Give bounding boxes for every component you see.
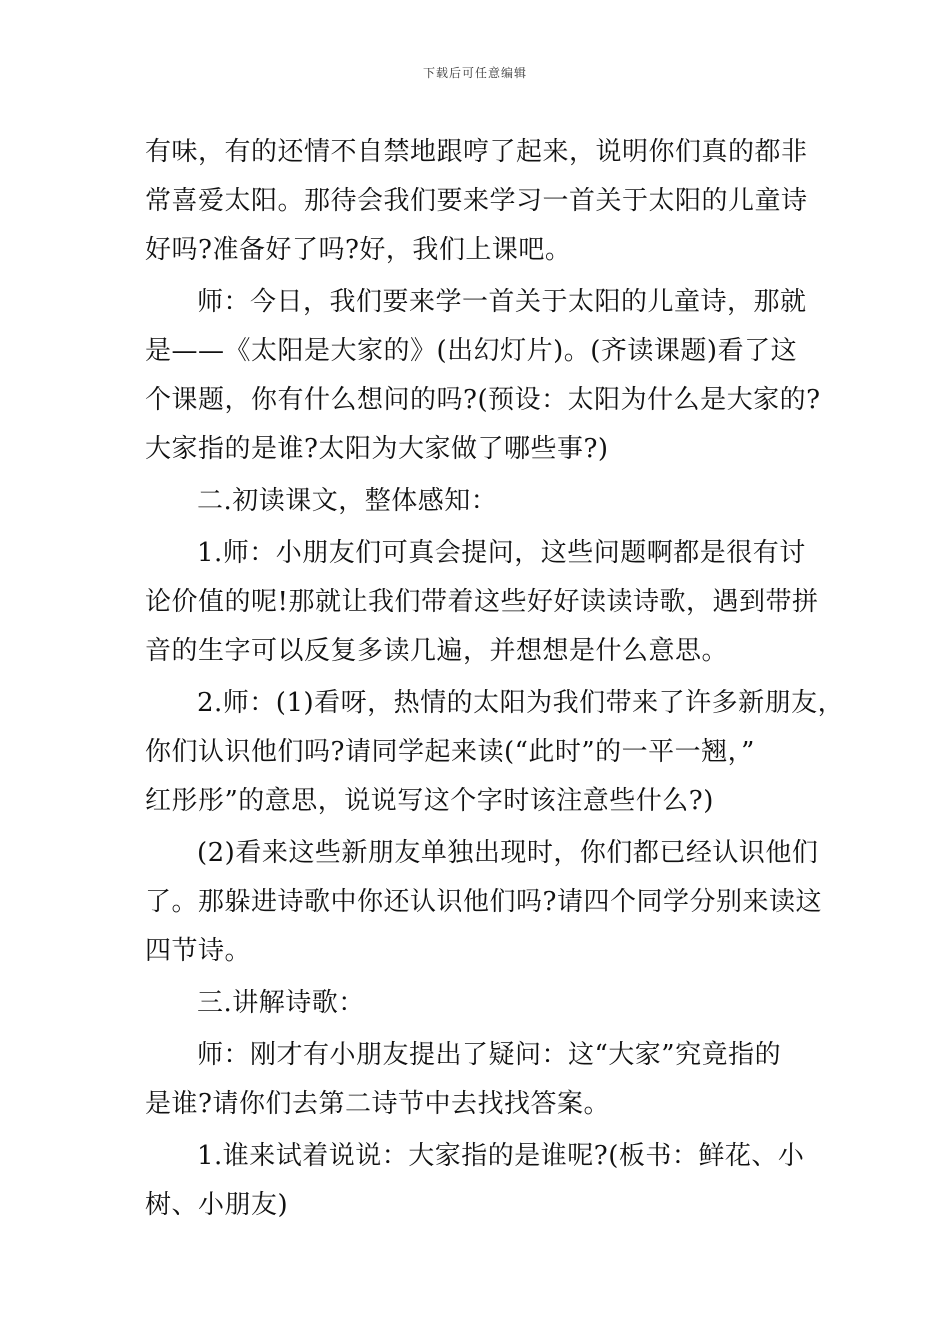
paragraph-line: 四节诗。 [145,936,252,966]
paragraph-line: 大家指的是谁?太阳为大家做了哪些事?) [145,434,609,464]
paragraph [145,128,835,275]
paragraph [145,1132,835,1230]
paragraph-line: 2.师：(1)看呀，热情的太阳为我们带来了许多新朋友， [197,688,845,718]
paragraph-line: 1.谁来试着说说：大家指的是谁呢?(板书：鲜花、小 [197,1141,805,1171]
paragraph-line: 是谁?请你们去第二诗节中去找找答案。 [145,1089,610,1119]
paragraph-line: 好吗?准备好了吗?好，我们上课吧。 [145,235,572,265]
paragraph-line: 个课题，你有什么想问的吗?(预设：太阳为什么是大家的? [145,385,821,415]
paragraph-line: 1.师：小朋友们可真会提问，这些问题啊都是很有讨 [197,538,806,568]
paragraph [145,477,835,526]
paragraph-line: 二.初读课文，整体感知： [197,486,498,516]
paragraph-line: 师：今日，我们要来学一首关于太阳的儿童诗，那就 [197,287,807,317]
paragraph-line: 红彤彤”的意思，说说写这个字时该注意些什么?) [145,786,714,816]
paragraph [145,679,845,826]
paragraph-line: 音的生字可以反复多读几遍，并想想是什么意思。 [145,636,729,666]
page-header: 下载后可任意编辑 [422,66,527,80]
paragraph-line: 常喜爱太阳。那待会我们要来学习一首关于太阳的儿童诗 [145,186,808,216]
paragraph-line: 你们认识他们吗?请同学起来读(“此时”的一平一翘，” [145,737,755,767]
paragraph-line: 是——《太阳是大家的》(出幻灯片)。(齐读课题)看了这 [145,336,798,366]
document-body [145,128,845,1233]
paragraph-line: 了。那躲进诗歌中你还认识他们吗?请四个同学分别来读这 [145,887,822,917]
paragraph-line: 师：刚才有小朋友提出了疑问：这“大家”究竟指的 [197,1040,782,1070]
paragraph-line: 论价值的呢!那就让我们带着这些好好读读诗歌，遇到带拼 [145,587,819,617]
paragraph-line: (2)看来这些新朋友单独出现时，你们都已经认识他们 [197,838,819,868]
paragraph [145,529,835,676]
paragraph [145,829,835,976]
paragraph [145,1031,835,1129]
paragraph [145,979,835,1028]
paragraph-line: 有味，有的还情不自禁地跟哼了起来，说明你们真的都非 [145,137,808,167]
paragraph-line: 树、小朋友) [145,1190,289,1220]
paragraph-line: 三.讲解诗歌： [197,988,365,1018]
paragraph [145,278,835,474]
